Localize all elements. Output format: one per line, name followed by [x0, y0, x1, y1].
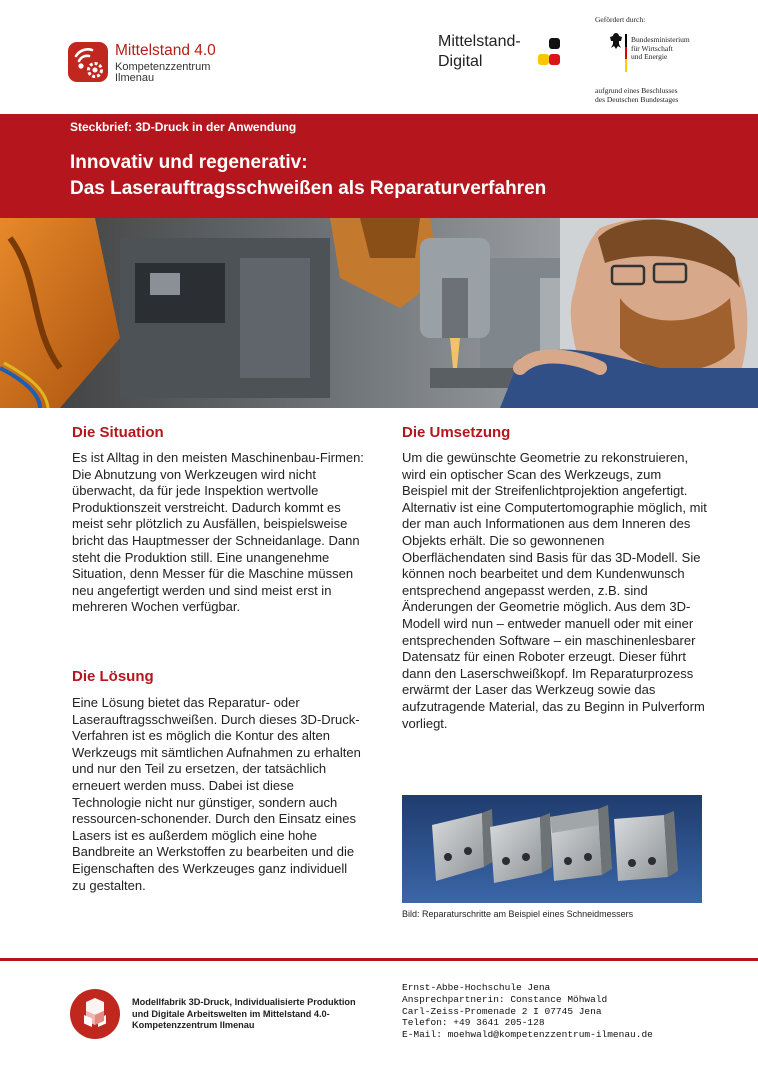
contact-person: Ansprechpartnerin: Constance Möhwald [402, 993, 608, 1005]
md-logo-text: Mittelstand- Digital [438, 33, 521, 70]
contact-email[interactable]: E-Mail: moehwald@kompetenzzentrum-ilmenau.de [402, 1029, 653, 1041]
wifi-gear-icon [68, 42, 108, 82]
mk-logo-subtitle: Kompetenzzentrum Ilmenau [115, 61, 211, 84]
heading-loesung: Die Lösung [72, 668, 154, 685]
footer-contact [402, 982, 702, 1041]
hero-photo-laser-welding [0, 218, 758, 408]
mk-logo-title: Mittelstand 4.0 [115, 42, 216, 59]
ministry-name: Bundesministerium für Wirtschaft und Energie [631, 35, 690, 61]
text-umsetzung: Um die gewünschte Geometrie zu rekonstruieren, wird ein optischer Scan des Werkzeugs, zum Beispiel mit der Streifenlichtprojektion angefertigt. Alternativ ist eine Computertomographie möglich, mit der man auch Informationen aus dem Inneren des Objekts erhält. Die so gewonnenen Oberflächendaten sind Basis für das 3D-Modell. Sie können noch bearbeitet und dem Kundenwunsch entsprechend angepasst werden, z.B. sind Änderungen der Geometrie möglich. Aus dem 3D-Modell wird nun – entweder manuell oder mit einer entsprechenden Software – ein maschinenlesbarer Datensatz für einen Roboter erzeugt. Dieser führt dann den Laserschweißkopf. Im Reparaturprozess erwärmt der Laser das Werkzeug sowie das aufzutragende Material, das zu Beginn in Pulverform vorliegt. [402, 450, 707, 731]
text-loesung: Eine Lösung bietet das Reparatur- oder Laserauftragsschweißen. Durch dieses 3D-Druck-Verfahren ist es möglich die Kontur des alten Werkzeugs mit sämtlichen Aufnahmen zu erhalten und nur den Teil zu ersetzen, der tatsächlich erneuert werden muss. Dabei ist diese Technologie nicht nur günstiger, sondern auch ressourcen-schonender. Durch den Einsatz eines Lasers ist es außerdem möglich eine hohe Bandbreite an Werkstoffen zu bearbeiten und die Eigenschaften des Werkzeuges ganz individuell zu gestalten. [72, 695, 361, 893]
heading-umsetzung: Die Umsetzung [402, 424, 511, 441]
page-title: Innovativ und regenerativ: Das Laserauftragsschweißen als Reparaturverfahren [70, 152, 547, 199]
banner-kicker: Steckbrief: 3D-Druck in der Anwendung [70, 120, 297, 134]
german-flag-stripe [625, 34, 627, 72]
mittelstand-kompetenzzentrum-logo [68, 42, 268, 86]
heading-situation: Die Situation [72, 424, 164, 441]
title-banner [0, 114, 758, 218]
contact-org: Ernst-Abbe-Hochschule Jena [402, 982, 551, 993]
funder-label: Gefördert durch: [595, 15, 646, 24]
footer-divider [0, 958, 758, 961]
cubes-icon [70, 989, 120, 1039]
md-square-yellow [538, 54, 549, 65]
mittelstand-digital-logo [438, 32, 578, 76]
photo-cutting-blades [402, 795, 702, 903]
md-square-red [549, 54, 560, 65]
contact-address: Carl-Zeiss-Promenade 2 I 07745 Jena [402, 1005, 602, 1017]
funder-block [595, 16, 745, 110]
federal-eagle-icon [609, 32, 623, 50]
footer-project-text: Modellfabrik 3D-Druck, Individualisierte Produktion und Digitale Arbeitswelten im Mittelstand 4.0-Kompetenzzentrum Ilmenau [132, 997, 356, 1030]
photo-caption: Bild: Reparaturschritte am Beispiel eines Schneidmessers [402, 909, 634, 919]
text-situation: Es ist Alltag in den meisten Maschinenbau-Firmen: Die Abnutzung von Werkzeugen wird nicht überwacht, da für jede Inspektion wertvolle Produktionszeit verstreicht. Dadurch kommt es meist sehr plötzlich zu Ausfällen, beispielsweise bricht das Hauptmesser der Schneidanlage. Dann steht die Produktion still. Eine unangenehme Situation, denn Messer für die Maschine müssen neu angefertigt werden und sind meist erst in mehreren Wochen verfügbar. [72, 450, 364, 615]
md-square-black [549, 38, 560, 49]
contact-phone[interactable]: Telefon: +49 3641 205-128 [402, 1017, 545, 1029]
bundestag-resolution: aufgrund eines Beschlusses des Deutschen Bundestages [595, 86, 679, 104]
